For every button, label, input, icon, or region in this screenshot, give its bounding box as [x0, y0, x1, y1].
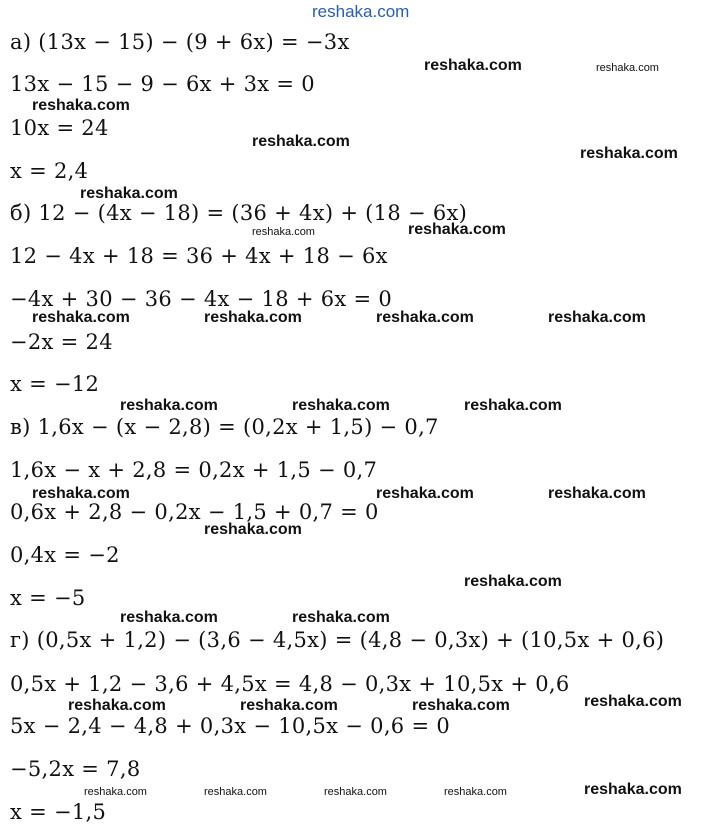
watermark: reshaka.com — [252, 133, 350, 150]
watermark: reshaka.com — [580, 145, 678, 162]
watermark: reshaka.com — [292, 397, 390, 414]
solution-b-step-1: 12 − 4x + 18 = 36 + 4x + 18 − 6x — [10, 244, 388, 268]
watermark: reshaka.com — [596, 62, 659, 74]
watermark: reshaka.com — [584, 693, 682, 710]
watermark: reshaka.com — [84, 786, 147, 798]
watermark: reshaka.com — [444, 786, 507, 798]
watermark: reshaka.com — [376, 309, 474, 326]
solution-b-step-3: −2x = 24 — [10, 330, 113, 354]
solution-b-equation: б) 12 − (4x − 18) = (36 + 4x) + (18 − 6x) — [10, 201, 468, 225]
watermark: reshaka.com — [376, 485, 474, 502]
solution-g-step-3: −5,2x = 7,8 — [10, 757, 141, 781]
solution-g-step-1: 0,5x + 1,2 − 3,6 + 4,5x = 4,8 − 0,3x + 10,5x + 0,6 — [10, 672, 570, 696]
solution-v-equation: в) 1,6x − (x − 2,8) = (0,2x + 1,5) − 0,7 — [10, 415, 439, 439]
watermark: reshaka.com — [252, 226, 315, 238]
solution-a-step-1: 13x − 15 − 9 − 6x + 3x = 0 — [10, 72, 315, 96]
solution-v-answer: x = −5 — [10, 586, 86, 610]
watermark: reshaka.com — [32, 485, 130, 502]
watermark: reshaka.com — [548, 485, 646, 502]
watermark: reshaka.com — [120, 609, 218, 626]
solution-b-answer: x = −12 — [10, 372, 100, 396]
solution-g-answer: x = −1,5 — [10, 800, 107, 824]
watermark: reshaka.com — [424, 57, 522, 74]
watermark: reshaka.com — [204, 786, 267, 798]
watermark: reshaka.com — [204, 521, 302, 538]
watermark: reshaka.com — [240, 697, 338, 714]
watermark: reshaka.com — [548, 309, 646, 326]
watermark: reshaka.com — [464, 573, 562, 590]
solution-v-step-2: 0,6x + 2,8 − 0,2x − 1,5 + 0,7 = 0 — [10, 500, 379, 524]
solution-g-equation: г) (0,5x + 1,2) − (3,6 − 4,5x) = (4,8 − 0,3x) + (10,5x + 0,6) — [10, 628, 665, 652]
watermark: reshaka.com — [292, 609, 390, 626]
watermark: reshaka.com — [584, 781, 682, 798]
watermark: reshaka.com — [32, 309, 130, 326]
solution-v-step-3: 0,4x = −2 — [10, 543, 120, 567]
solution-a-step-2: 10x = 24 — [10, 116, 109, 140]
watermark: reshaka.com — [324, 786, 387, 798]
header-watermark: reshaka.com — [312, 2, 410, 21]
solution-g-step-2: 5x − 2,4 − 4,8 + 0,3x − 10,5x − 0,6 = 0 — [10, 714, 450, 738]
watermark: reshaka.com — [408, 221, 506, 238]
watermark: reshaka.com — [68, 697, 166, 714]
watermark: reshaka.com — [32, 97, 130, 114]
watermark: reshaka.com — [464, 397, 562, 414]
watermark: reshaka.com — [80, 185, 178, 202]
solution-v-step-1: 1,6x − x + 2,8 = 0,2x + 1,5 − 0,7 — [10, 458, 378, 482]
solution-a-equation: а) (13x − 15) − (9 + 6x) = −3x — [10, 30, 350, 54]
watermark: reshaka.com — [120, 397, 218, 414]
watermark: reshaka.com — [412, 697, 510, 714]
solution-b-step-2: −4x + 30 − 36 − 4x − 18 + 6x = 0 — [10, 287, 393, 311]
watermark: reshaka.com — [204, 309, 302, 326]
solution-a-answer: x = 2,4 — [10, 159, 89, 183]
